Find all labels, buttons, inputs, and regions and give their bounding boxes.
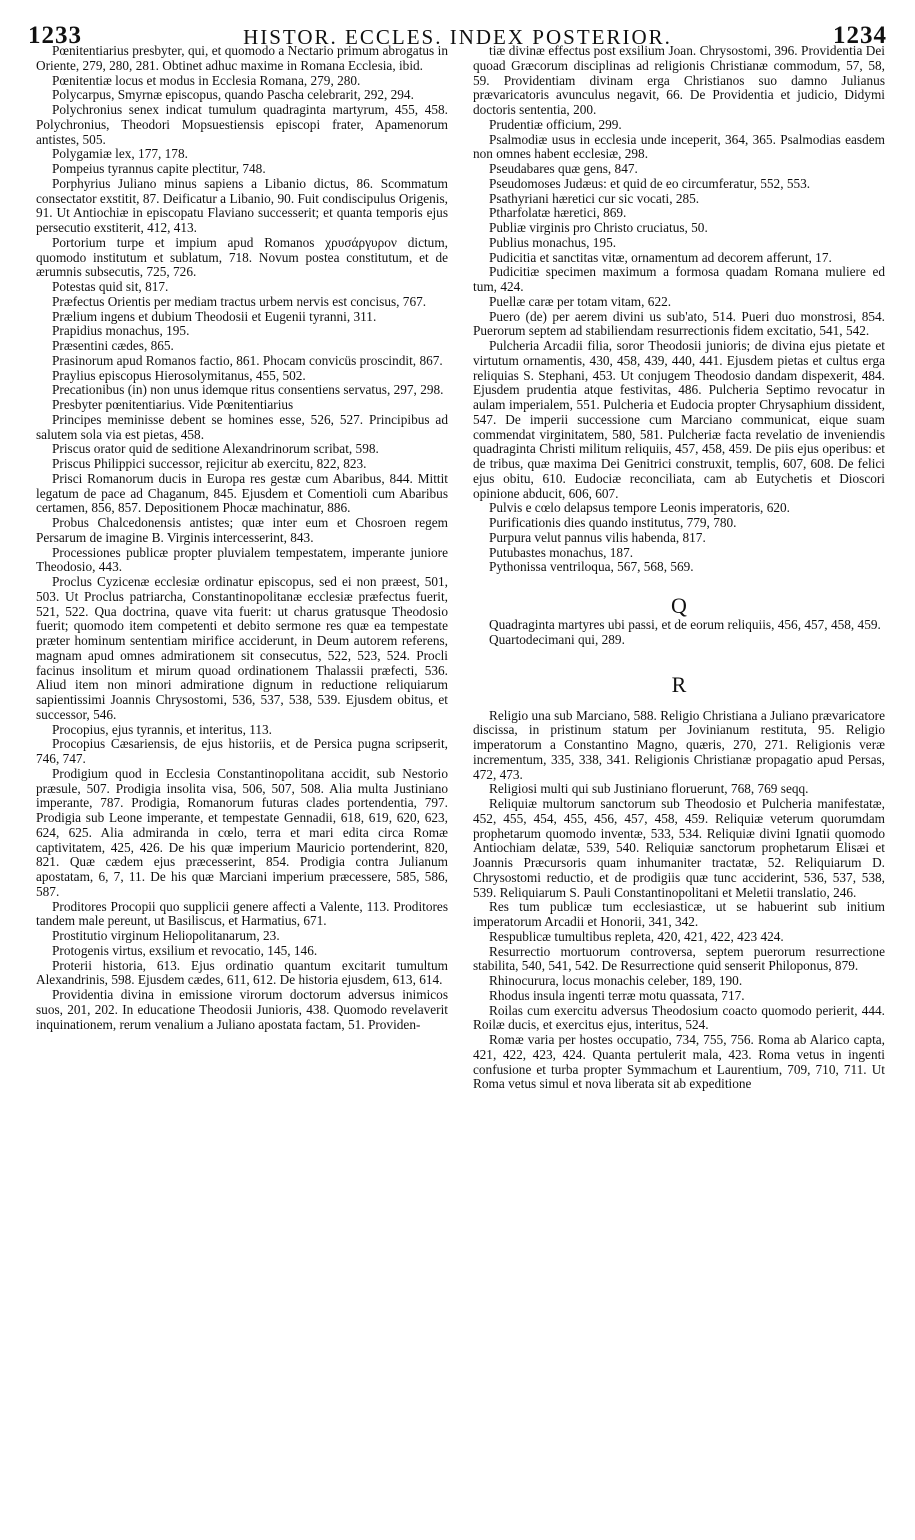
index-entry: Pudicitiæ specimen maximum a formosa quadam Romana muliere ed tum, 424.	[473, 264, 885, 294]
index-entry: Processiones publicæ propter pluvialem tempestatem, imperante juniore Theodosio, 443.	[36, 544, 448, 575]
page-number-left: 1233	[28, 22, 82, 49]
index-entry: Procopius, ejus tyrannis, et interitus, 113.	[52, 721, 272, 737]
index-entry: Quadraginta martyres ubi passi, et de eorum reliquiis, 456, 457, 458, 459.	[489, 617, 881, 632]
page-header	[0, 0, 915, 49]
entries-r	[473, 709, 885, 1093]
index-entry: Religio una sub Marciano, 588. Religio Christiana a Juliano prævaricatore discissa, in pristinum statum per Jovinianum restituta, 95. Religio imperatorum a Constantino Magno, quæris, 270, 271. Religionis veræ incrementum, 335, 338, 341. Religionis Christianæ propagatio apud Persas, 472, 473.	[473, 707, 885, 782]
page-number-right: 1234	[833, 22, 887, 49]
index-entry: Psathyriani hæretici cur sic vocati, 285.	[489, 190, 700, 206]
index-entry: Prasinorum apud Romanos factio, 861. Phocam convicüs proscindit, 867.	[52, 352, 443, 368]
index-entry: Præfectus Orientis per mediam tractus urbem nervis est concisus, 767.	[52, 293, 427, 309]
index-entry: Polycarpus, Smyrnæ episcopus, quando Pascha celebrarit, 292, 294.	[52, 87, 414, 103]
index-entry: Polychronius senex indicat tumulum quadraginta martyrum, 455, 458. Polychronius, Theodori Mopsuestiensis episcopi frater, Apamenorum antistes, 505.	[36, 102, 448, 147]
index-entry: Providentia divina in emissione virorum doctorum adversus inimicos suos, 201, 202. In educatione Theodosii Junioris, 438. Quomodo revelaverit inquinationem, rerum venalium a Juliano apostata factam, 51. Providen-	[36, 987, 448, 1032]
index-entry: tiæ divinæ effectus post exsilium Joan. Chrysostomi, 396. Providentia Dei quoad Græcorum disciplinas ad religionis Christianæ commodum, 57, 58, 59. Providentiam divinam erga Christianos suo damno Julianus prævaricatoris avunculus negavit, 66. De Providentia et judicio, Didymi doctoris sententia, 200.	[473, 43, 885, 117]
index-entry: Psalmodiæ usus in ecclesia unde inceperit, 364, 365. Psalmodias easdem non omnes habent ecclesiæ, 298.	[473, 131, 885, 162]
index-entry: Romæ varia per hostes occupatio, 734, 755, 756. Roma ab Alarico capta, 421, 422, 423, 424. Quanta pertulerit mala, 423. Roma vetus in ingenti confusione et turba propter Symmachum et Laurentium, 709, 710, 711. Ut Roma vetus simul et nova liberata sit ab expeditione	[473, 1032, 885, 1092]
index-entry: Proterii historia, 613. Ejus ordinatio quantum excitarit tumultum Alexandrinis, 598. Ejusdem cædes, 611, 612. De historia ejusdem, 613, 614.	[36, 957, 448, 988]
index-entry: Prælium ingens et dubium Theodosii et Eugenii tyranni, 311.	[52, 308, 377, 324]
index-entry: Procopius Cæsariensis, de ejus historiis, et de Persica pugna scripserit, 746, 747.	[36, 736, 448, 766]
index-entry: Praylius episcopus Hierosolymitanus, 455, 502.	[52, 367, 306, 383]
index-entry: Pudicitia et sanctitas vitæ, ornamentum ad decorem afferunt, 17.	[489, 249, 832, 265]
index-entry: Puellæ caræ per totam vitam, 622.	[489, 293, 672, 309]
section-letter-r: R	[671, 671, 687, 697]
index-entry: Purpura velut pannus vilis habenda, 817.	[489, 529, 706, 545]
index-entry: Putubastes monachus, 187.	[489, 544, 634, 560]
index-entry: Prostitutio virginum Heliopolitanarum, 23.	[52, 928, 280, 943]
left-column	[36, 44, 448, 1032]
index-entry: Potestas quid sit, 817.	[52, 279, 169, 294]
index-entry: Pompeius tyrannus capite plectitur, 748.	[52, 161, 266, 176]
index-entry: Respublicæ tumultibus repleta, 420, 421, 422, 423 424.	[489, 928, 784, 944]
entries-q	[473, 618, 885, 648]
index-entry: Rhodus insula ingenti terræ motu quassata, 717.	[489, 987, 745, 1003]
index-entry: Ptharfolatæ hæretici, 869.	[489, 205, 627, 221]
index-entry: Prudentiæ officium, 299.	[489, 116, 622, 132]
index-entry: Religiosi multi qui sub Justiniano floruerunt, 768, 769 seqq.	[489, 781, 809, 797]
index-entry: Publius monachus, 195.	[489, 234, 617, 250]
index-entry: Præsentini cædes, 865.	[52, 338, 174, 353]
index-entry: Pœnitentiarius presbyter, qui, et quomodo a Nectario primum abrogatus in Oriente, 279, 280, 281. Obtinet adhuc maxime in Romana Ecclesia, ibid.	[36, 43, 448, 73]
index-entry: Principes meminisse debent se homines esse, 526, 527. Principibus ad salutem sola via est pietas, 458.	[36, 411, 448, 442]
index-entry: Protogenis virtus, exsilium et revocatio, 145, 146.	[52, 942, 318, 958]
index-entry: Portorium turpe et impium apud Romanos χρυσάργυρον dictum, quomodo institutum et sublatum, 718. Novum postea constitutum, et de ærumnis subsecutis, 725, 726.	[36, 234, 448, 280]
index-entry: Purificationis dies quando institutus, 779, 780.	[489, 515, 737, 530]
index-entry: Res tum publicæ tum ecclesiasticæ, ut se habuerint sub initium imperatorum Arcadii et Honorii, 341, 342.	[473, 899, 885, 929]
section-letter-q: Q	[671, 593, 687, 618]
index-entry: Polygamiæ lex, 177, 178.	[52, 146, 188, 162]
index-entry: Probus Chalcedonensis antistes; quæ inter eum et Chosroen regem Persarum de imagine B. Virginis intercesserint, 843.	[36, 515, 448, 545]
index-entry: Pseudomoses Judæus: et quid de eo circumferatur, 552, 553.	[489, 175, 811, 191]
index-entry: Prapidius monachus, 195.	[52, 323, 190, 339]
index-entry: Quartodecimani qui, 289.	[489, 631, 625, 647]
index-entry: Puero (de) per aerem divini us sub'ato, 514. Pueri duo monstrosi, 854. Puerorum septem ad stabiliendam resurrectionis fidem excitatio, 541, 542.	[473, 308, 885, 339]
index-entry: Pseudabares quæ gens, 847.	[489, 161, 638, 176]
index-entry: Pulvis e cœlo delapsus tempore Leonis imperatoris, 620.	[489, 500, 790, 516]
index-entry: Rhinocurura, locus monachis celeber, 189, 190.	[489, 973, 743, 988]
running-title: HISTOR. ECCLES. INDEX POSTERIOR.	[243, 25, 672, 49]
index-entry: Publiæ virginis pro Christo cruciatus, 50.	[489, 220, 708, 235]
entries-p-continued	[473, 44, 885, 575]
index-entry: Pulcheria Arcadii filia, soror Theodosii junioris; de divina ejus pietate et virtutum ornamentis, 430, 458, 439, 440, 441. Ejusdem pietas et cultus erga reliquias S. Stephani, 453. Ut conjugem Theodosio dandam dispexerit, 484. Ejusdem prudentia atque festivitas, 486. Pulcheria Septimo revocatur in aulam imperialem, 551. Pulcheria et Eudocia propter Chrysaphium dissident, 547. De imperii successione cum Marciano communicat, eique suam commendat virginitatem, 580, 581. Pulcheriæ facta revelatio de inveniendis quadraginta Christi militum reliquiis, 457, 458, 459. De piis ejus operibus: et de tribus, quæ maxima Dei Genitrici construxit, templis, 607, 608. De felici ejus obitu, 610. Eudociæ reconciliata, cam ab Eutychetis et Dioscori opinione abducit, 606, 607.	[473, 338, 885, 501]
index-entry: Priscus Philippici successor, rejicitur ab exercitu, 822, 823.	[52, 456, 367, 471]
index-entry: Prodigium quod in Ecclesia Constantinopolitana accidit, sub Nestorio præsule, 507. Prodigia insolita visa, 506, 507, 508. Alia multa Justiniano imperante, 787. Prodigia, Romanorum futuras clades portendentia, 797. Prodigia sub Leone imperante, et tempestate Gennadii, 618, 619, 620, 623, 624, 625. Alia admiranda in cœlo, terra et mari edita circa Romæ captivitatem, 425, 426. De his quæ imperium Mauricio portenderint, 820, 821. Quæ cædem ejus præcesserint, 854. Prodigia contra Julianum apostatam, 6, 7, 11. De his quæ Marciani imperium præcessere, 585, 586, 587.	[36, 765, 448, 899]
index-entry: Proditores Procopii quo supplicii genere affecti a Valente, 113. Proditores tandem male pereunt, ut Basiliscus, et Harmatius, 671.	[36, 898, 448, 929]
index-entry: Priscus orator quid de seditione Alexandrinorum scribat, 598.	[52, 441, 379, 457]
index-entry: Resurrectio mortuorum controversa, septem puerorum resurrectione stabilita, 540, 541, 542. De Resurrectione quid senserit Philoponus, 879.	[473, 943, 885, 974]
index-entry: Prisci Romanorum ducis in Europa res gestæ cum Abaribus, 844. Mittit legatum de pace ad Chaganum, 845. Ejusdem et Comentioli cum Abaribus certamen, 856, 857. Depositionem Phocæ machinatur, 886.	[36, 470, 448, 516]
index-entry: Pythonissa ventriloqua, 567, 568, 569.	[489, 559, 694, 575]
index-entry: Pœnitentiæ locus et modus in Ecclesia Romana, 279, 280.	[52, 72, 361, 88]
index-entry: Presbyter pœnitentiarius. Vide Pœnitentiarius	[52, 397, 294, 412]
index-entry: Roilas cum exercitu adversus Theodosium coacto quomodo perierit, 444. Roilæ ducis, et exercitus ejus, interitus, 524.	[473, 1002, 885, 1033]
index-entry: Precationibus (in) non unus idemque ritus consentiens servatus, 297, 298.	[52, 382, 444, 398]
index-entry: Reliquiæ multorum sanctorum sub Theodosio et Pulcheria manifestatæ, 452, 455, 454, 455, 456, 457, 458, 459. Reliquiæ veterum quorumdam prophetarum quomodo inventæ, 533, 534. Reliquiæ divini Ignatii quomodo Antiochiam delatæ, 539, 540. Reliquiæ sanctorum prophetarum Elisæi et Joannis Præcursoris quam inhumaniter tractatæ, 52. Reliquiarum D. Chrysostomi reductio, et de prodigiis quæ tunc acciderint, 536, 537, 538, 539. Reliquiarum S. Pauli Constantinopolitani et Meletii translatio, 246.	[473, 796, 885, 900]
index-entry: Porphyrius Juliano minus sapiens a Libanio dictus, 86. Scommatum consectator exstitit, 87. Deificatur a Libanio, 90. Fuit condiscipulus Origenis, 91. Ut Antiochiæ in episcopatu Flaviano successerit; et quanta temporis ejus persecutio exstiterit, 412, 413.	[36, 175, 448, 235]
right-column	[473, 44, 885, 1092]
index-entry: Proclus Cyzicenæ ecclesiæ ordinatur episcopus, sed ei non præest, 501, 503. Ut Proclus patriarcha, Constantinopolitanæ ecclesiæ præfectus fuerit, 521, 522. Qua doctrina, quave vita fuerit: ut charus gratusque Theodosio fuerit; quomodo item competenti et debito sermone res quæ ea tempestate præter hominum sententiam mirifice acciderunt, in Deum autorem referens, magnam apud omnes admirationem sit consecutus, 522, 523, 524. Procli facinus insolitum et mirum quoad ordinationem Thalassii præfecti, 536. Aliud item non minori admiratione dignum in reductione reliquiarum sapientissimi Joannis Chrysostomi, 536, 537, 538, 539. Ejusdem obitus, et successor, 546.	[36, 574, 448, 722]
